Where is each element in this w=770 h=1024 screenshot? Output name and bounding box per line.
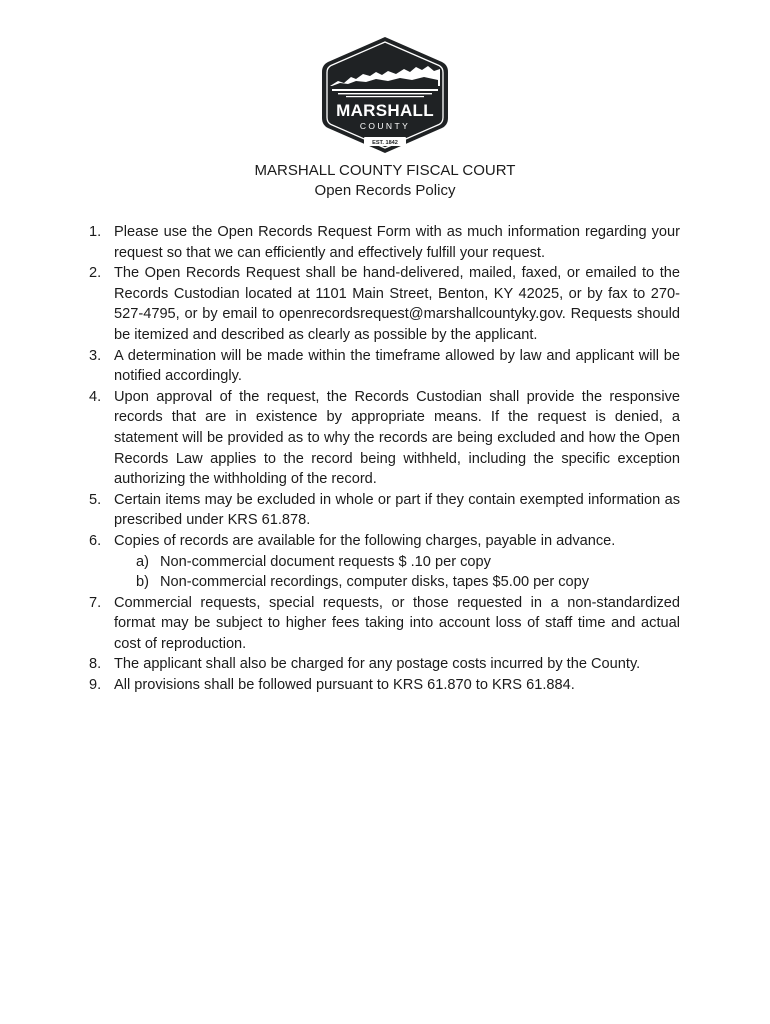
policy-item-text: Certain items may be excluded in whole or part if they contain exempted information as prescribed under KRS 61.878. <box>114 491 680 529</box>
policy-item-number: 1. <box>89 224 102 240</box>
policy-item-text: The Open Records Request shall be hand-delivered, mailed, faxed, or emailed to the Records Custodian located at 1101 Main Street, Benton, KY 42025, or by fax to 270-527-4795, or by email to openrecordsrequest@marshallcountyky.gov. Requests should be itemized and described as clearly as possible by the applicant. <box>114 265 680 343</box>
logo-est-text: EST. 1842 <box>372 140 398 146</box>
policy-list <box>89 222 680 696</box>
policy-item-number: 3. <box>89 347 102 364</box>
logo-county-text: COUNTY <box>359 121 411 131</box>
policy-item-number: 7. <box>89 594 102 611</box>
policy-item-number: 8. <box>89 656 102 673</box>
policy-item-text: All provisions shall be followed pursuant to KRS 61.870 to KRS 61.884. <box>114 677 575 694</box>
policy-item-text: The applicant shall also be charged for any postage costs incurred by the County. <box>114 656 641 673</box>
fee-item-letter: b) <box>136 574 149 591</box>
policy-item-number: 6. <box>89 532 102 549</box>
policy-item-number: 4. <box>89 388 102 405</box>
policy-item <box>89 593 680 655</box>
policy-item-text: A determination will be made within the timeframe allowed by law and applicant will be notified accordingly. <box>114 347 680 385</box>
fee-sublist <box>114 552 680 593</box>
marshall-county-logo <box>318 34 452 156</box>
policy-item-number: 9. <box>89 677 102 694</box>
policy-item-text: Copies of records are available for the following charges, payable in advance. <box>114 532 616 549</box>
policy-item-text: Upon approval of the request, the Records Custodian shall provide the responsive records that are in existence by appropriate means. If the request is denied, a statement will be provided as to why the records are being excluded and how the Open Records Law applies to the record being withheld, including the specific exception authorizing the withholding of the record. <box>114 388 680 488</box>
policy-item-text: Commercial requests, special requests, or those requested in a non-standardized format may be subject to higher fees taking into account loss of staff time and actual cost of reproduction. <box>114 594 680 652</box>
fee-item-letter: a) <box>136 553 149 570</box>
policy-item <box>89 263 680 345</box>
policy-item-number: 5. <box>89 491 102 508</box>
fee-item-text: Non-commercial recordings, computer disks, tapes $5.00 per copy <box>160 574 590 591</box>
fee-item <box>114 552 680 573</box>
policy-item <box>89 654 680 675</box>
policy-item <box>89 346 680 387</box>
policy-title: Open Records Policy <box>314 182 456 199</box>
policy-item <box>89 222 680 263</box>
policy-item <box>89 490 680 531</box>
policy-item <box>89 531 680 593</box>
fee-item-text: Non-commercial document requests $ .10 per copy <box>160 553 491 570</box>
logo-name-text: MARSHALL <box>336 101 434 120</box>
policy-item-number: 2. <box>89 265 102 282</box>
policy-item <box>89 675 680 696</box>
organization-title: MARSHALL COUNTY FISCAL COURT <box>254 162 516 179</box>
policy-item <box>89 387 680 490</box>
fee-item <box>114 572 680 593</box>
policy-item-text: Please use the Open Records Request Form with as much information regarding your request so that we can efficiently and effectively fulfill your request. <box>114 224 680 261</box>
